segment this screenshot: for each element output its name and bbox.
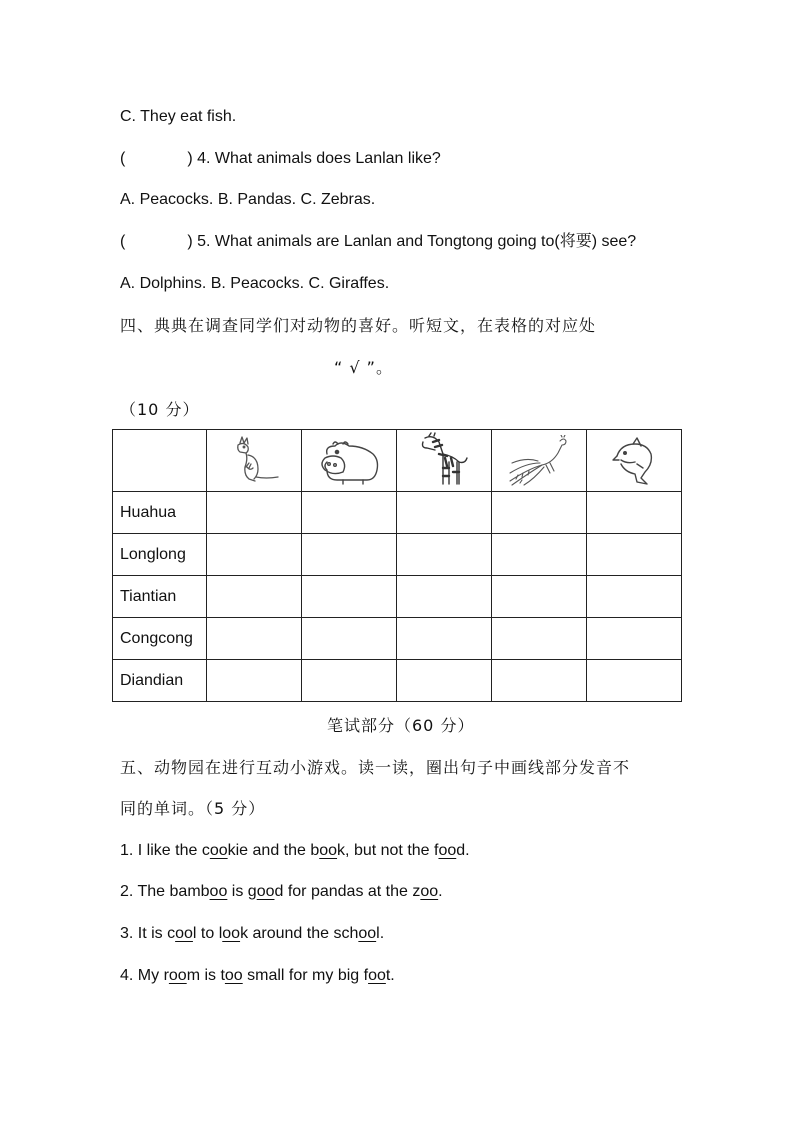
- sentence-text: .: [438, 883, 443, 900]
- sentence-text: t.: [385, 967, 395, 984]
- section-4-score: （10 分）: [120, 400, 200, 419]
- underlined-letters: oo: [222, 925, 241, 942]
- sentence-text: 3. It is c: [120, 925, 176, 942]
- table-row: [113, 660, 682, 702]
- answer-cell[interactable]: [587, 576, 682, 618]
- answer-cell[interactable]: [302, 660, 397, 702]
- underlined-letters: oo: [256, 883, 275, 900]
- sentence-text: k around the sch: [240, 925, 359, 942]
- question-5-options: A. Dolphins. B. Peacocks. C. Giraffes.: [120, 275, 390, 292]
- answer-cell[interactable]: [397, 576, 492, 618]
- sentence-text: k, but not the f: [337, 842, 439, 859]
- animal-preference-table: [112, 429, 682, 702]
- student-name: Longlong: [113, 534, 207, 576]
- section-5-title-line-2: 同的单词。（5 分）: [120, 799, 266, 818]
- kangaroo-icon: [207, 430, 302, 492]
- sentence-text: is g: [227, 883, 257, 900]
- answer-cell[interactable]: [397, 660, 492, 702]
- answer-cell[interactable]: [587, 534, 682, 576]
- table-row: [113, 534, 682, 576]
- underlined-letters: oo: [368, 967, 386, 984]
- sentence-text: d.: [456, 842, 470, 859]
- underlined-letters: oo: [420, 883, 439, 900]
- answer-cell[interactable]: [492, 492, 587, 534]
- section-5-title-line-1: 五、动物园在进行互动小游戏。读一读，圈出句子中画线部分发音不: [120, 758, 631, 777]
- hippo-icon: [302, 430, 397, 492]
- table-row: [113, 618, 682, 660]
- answer-cell[interactable]: [492, 660, 587, 702]
- underlined-letters: oo: [358, 925, 377, 942]
- question-5: [120, 232, 636, 252]
- student-name: Tiantian: [113, 576, 207, 618]
- answer-cell[interactable]: [492, 534, 587, 576]
- underlined-letters: oo: [209, 842, 228, 859]
- answer-cell[interactable]: [397, 492, 492, 534]
- table-row: [113, 492, 682, 534]
- table-corner-cell: [113, 430, 207, 492]
- student-name: Congcong: [113, 618, 207, 660]
- sentence-2: [120, 882, 443, 902]
- dolphin-icon: [587, 430, 682, 492]
- underlined-letters: oo: [168, 967, 187, 984]
- answer-cell[interactable]: [207, 576, 302, 618]
- underlined-letters: oo: [438, 842, 457, 859]
- written-section-heading: 笔试部分（60 分）: [327, 716, 475, 735]
- underlined-letters: oo: [224, 967, 243, 984]
- sentence-text: small for my big f: [242, 967, 369, 984]
- question-4: [120, 149, 441, 169]
- sentence-text: kie and the b: [227, 842, 320, 859]
- underlined-letters: oo: [209, 883, 228, 900]
- zebra-icon: [397, 430, 492, 492]
- sentence-text: m is t: [186, 967, 225, 984]
- answer-cell[interactable]: [302, 576, 397, 618]
- question-4-text: ) 4. What animals does Lanlan like?: [187, 150, 441, 167]
- answer-cell[interactable]: [587, 492, 682, 534]
- table-header-row: [113, 430, 682, 492]
- sentence-3: [120, 924, 384, 944]
- answer-cell[interactable]: [397, 618, 492, 660]
- sentence-text: l.: [376, 925, 385, 942]
- answer-paren-open: (: [120, 233, 126, 250]
- answer-cell[interactable]: [207, 618, 302, 660]
- answer-paren-open: (: [120, 150, 126, 167]
- answer-cell[interactable]: [207, 534, 302, 576]
- answer-cell[interactable]: [302, 618, 397, 660]
- sentence-1: [120, 841, 470, 861]
- section-4-title: 四、典典在调查同学们对动物的喜好。听短文，在表格的对应处: [120, 316, 597, 335]
- answer-cell[interactable]: [302, 534, 397, 576]
- answer-cell[interactable]: [207, 660, 302, 702]
- sentence-text: 4. My r: [120, 967, 169, 984]
- sentence-4: [120, 966, 395, 986]
- answer-cell[interactable]: [397, 534, 492, 576]
- sentence-text: l to l: [192, 925, 223, 942]
- underlined-letters: oo: [319, 842, 338, 859]
- underlined-letters: oo: [175, 925, 193, 942]
- question-4-options: A. Peacocks. B. Pandas. C. Zebras.: [120, 191, 376, 208]
- answer-cell[interactable]: [492, 576, 587, 618]
- sentence-text: 2. The bamb: [120, 883, 210, 900]
- answer-cell[interactable]: [302, 492, 397, 534]
- q3-option-c: C. They eat fish.: [120, 108, 237, 125]
- student-name: Diandian: [113, 660, 207, 702]
- sentence-text: 1. I like the c: [120, 842, 210, 859]
- table-row: [113, 576, 682, 618]
- question-5-text: ) 5. What animals are Lanlan and Tongtong going to(将要) see?: [187, 233, 637, 250]
- answer-cell[interactable]: [207, 492, 302, 534]
- student-name: Huahua: [113, 492, 207, 534]
- answer-cell[interactable]: [492, 618, 587, 660]
- sentence-text: d for pandas at the z: [274, 883, 421, 900]
- peacock-icon: [492, 430, 587, 492]
- answer-cell[interactable]: [587, 618, 682, 660]
- answer-cell[interactable]: [587, 660, 682, 702]
- section-4-checkmark-instruction: “ √ ”。: [334, 358, 393, 377]
